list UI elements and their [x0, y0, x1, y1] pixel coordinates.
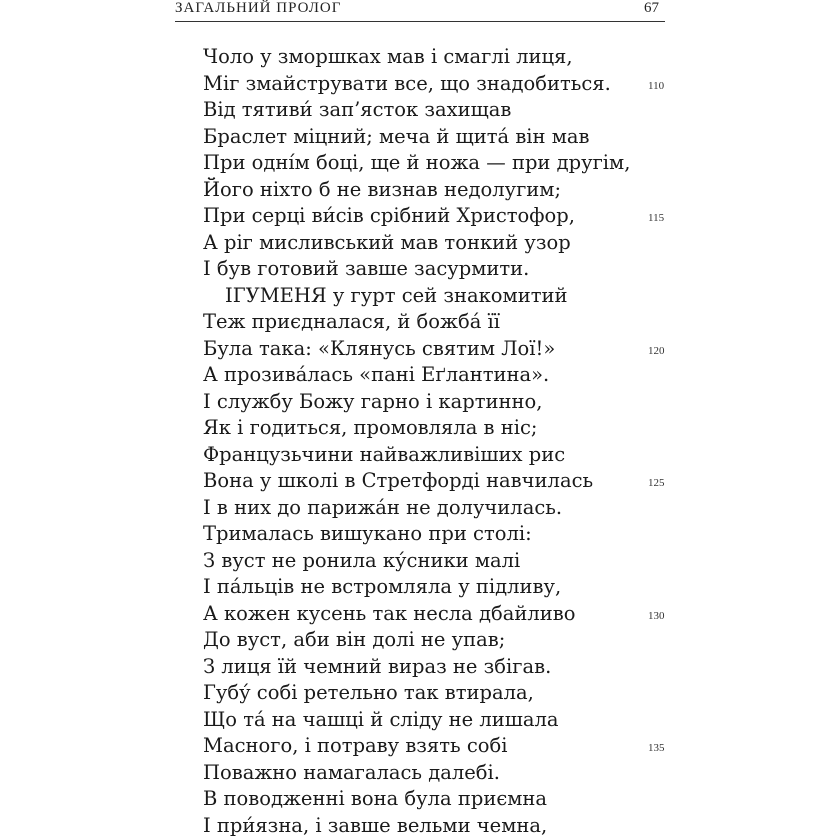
- verse-line-text: Була така: «Клянусь святим Лої!»: [203, 336, 556, 360]
- verse-line-text: І службу Божу гарно і картинно,: [203, 389, 543, 413]
- verse-line: [203, 389, 673, 416]
- verse-line: [203, 733, 673, 760]
- verse-line-text: І па́льців не встромляла у підливу,: [203, 575, 562, 598]
- verse-line: [203, 548, 673, 575]
- verse-line-text: При одні́м боці, ще й ножа — при другім,: [203, 151, 631, 174]
- verse-line-text: Вона у школі в Стретфорді навчилась: [203, 469, 594, 492]
- verse-line: [203, 680, 673, 707]
- verse-line: [203, 177, 673, 204]
- verse-line: [203, 574, 673, 601]
- verse-line: [203, 415, 673, 442]
- page-number: 67: [644, 0, 659, 16]
- verse-line-text: До вуст, аби він долі не упав;: [203, 628, 506, 651]
- verse-line-text: Губу́ собі ретельно так втирала,: [203, 681, 534, 704]
- verse-line-text: Теж приєдналася, й божба́ її: [203, 310, 500, 333]
- verse-line: [203, 707, 673, 734]
- verse-line: [203, 97, 673, 124]
- line-number: 125: [648, 477, 665, 489]
- header-rule: [175, 21, 665, 22]
- verse-line-text: І при́язна, і завше вельми чемна,: [203, 813, 548, 837]
- line-number: 120: [648, 344, 665, 357]
- line-number: 135: [648, 742, 665, 754]
- verse-line: [203, 601, 673, 628]
- line-number: 110: [648, 79, 665, 92]
- verse-line-text: При серці ви́сів срібний Христофор,: [203, 204, 575, 227]
- verse-line: [203, 442, 673, 469]
- verse-line-text: З вуст не ронила ку́сники малі: [203, 548, 521, 572]
- verse-line-text: ІГУМЕНЯ у гурт сей знакомитий: [225, 283, 568, 307]
- verse-line-text: Міг змайструвати все, що знадобиться.: [203, 71, 611, 95]
- verse-body: [203, 44, 673, 839]
- verse-line: [203, 124, 673, 151]
- verse-line-text: І в них до парижа́н не долучилась.: [203, 495, 563, 519]
- verse-line: [203, 760, 673, 787]
- verse-line: [203, 521, 673, 548]
- verse-line-text: З лиця їй чемний вираз не збігав.: [203, 654, 552, 678]
- verse-line: [203, 495, 673, 522]
- verse-line-text: Його ніхто б не визнав недолугим;: [203, 177, 562, 201]
- verse-line: [203, 150, 673, 177]
- verse-line-text: Що та́ на чашці й сліду не лишала: [203, 707, 559, 731]
- verse-line-text: А кожен кусень так несла дбайливо: [203, 601, 576, 625]
- verse-line-text: В поводженні вона була приємна: [203, 787, 548, 810]
- verse-line: [203, 627, 673, 654]
- line-number: 115: [648, 212, 665, 224]
- verse-line-text: І був готовий завше засурмити.: [203, 257, 530, 280]
- running-title: ЗАГАЛЬНИЙ ПРОЛОГ: [175, 0, 342, 16]
- verse-line: [203, 786, 673, 813]
- verse-line-text: Браслет міцний; меча й щита́ він мав: [203, 124, 590, 148]
- verse-line: [203, 336, 673, 363]
- verse-line-text: Чоло у зморшках мав і смаглі лиця,: [203, 45, 573, 68]
- verse-line-text: Поважно намагалась далебі.: [203, 760, 500, 784]
- verse-line-text: А ріг мисливський мав тонкий узор: [203, 230, 571, 254]
- verse-line: [203, 230, 673, 257]
- verse-line-text: Французьчини найважливіших рис: [203, 442, 566, 466]
- verse-line: [203, 203, 673, 230]
- verse-line: [203, 256, 673, 283]
- verse-line-text: Трималась вишукано при столі:: [203, 522, 532, 545]
- verse-line: [203, 283, 673, 310]
- verse-line-text: Масного, і потраву взять собі: [203, 734, 508, 757]
- verse-line: [203, 654, 673, 681]
- line-number: 130: [648, 609, 665, 622]
- page-header: [0, 0, 840, 22]
- verse-line: [203, 309, 673, 336]
- verse-line: [203, 813, 673, 840]
- verse-line-text: Від тятиви́ зап’ясток захищав: [203, 98, 512, 121]
- verse-line-text: Як і годиться, промовляла в ніс;: [203, 416, 538, 439]
- verse-line: [203, 468, 673, 495]
- verse-line: [203, 44, 673, 71]
- verse-line: [203, 71, 673, 98]
- verse-line: [203, 362, 673, 389]
- verse-line-text: А прозива́лась «пані Еґлантина».: [203, 363, 550, 386]
